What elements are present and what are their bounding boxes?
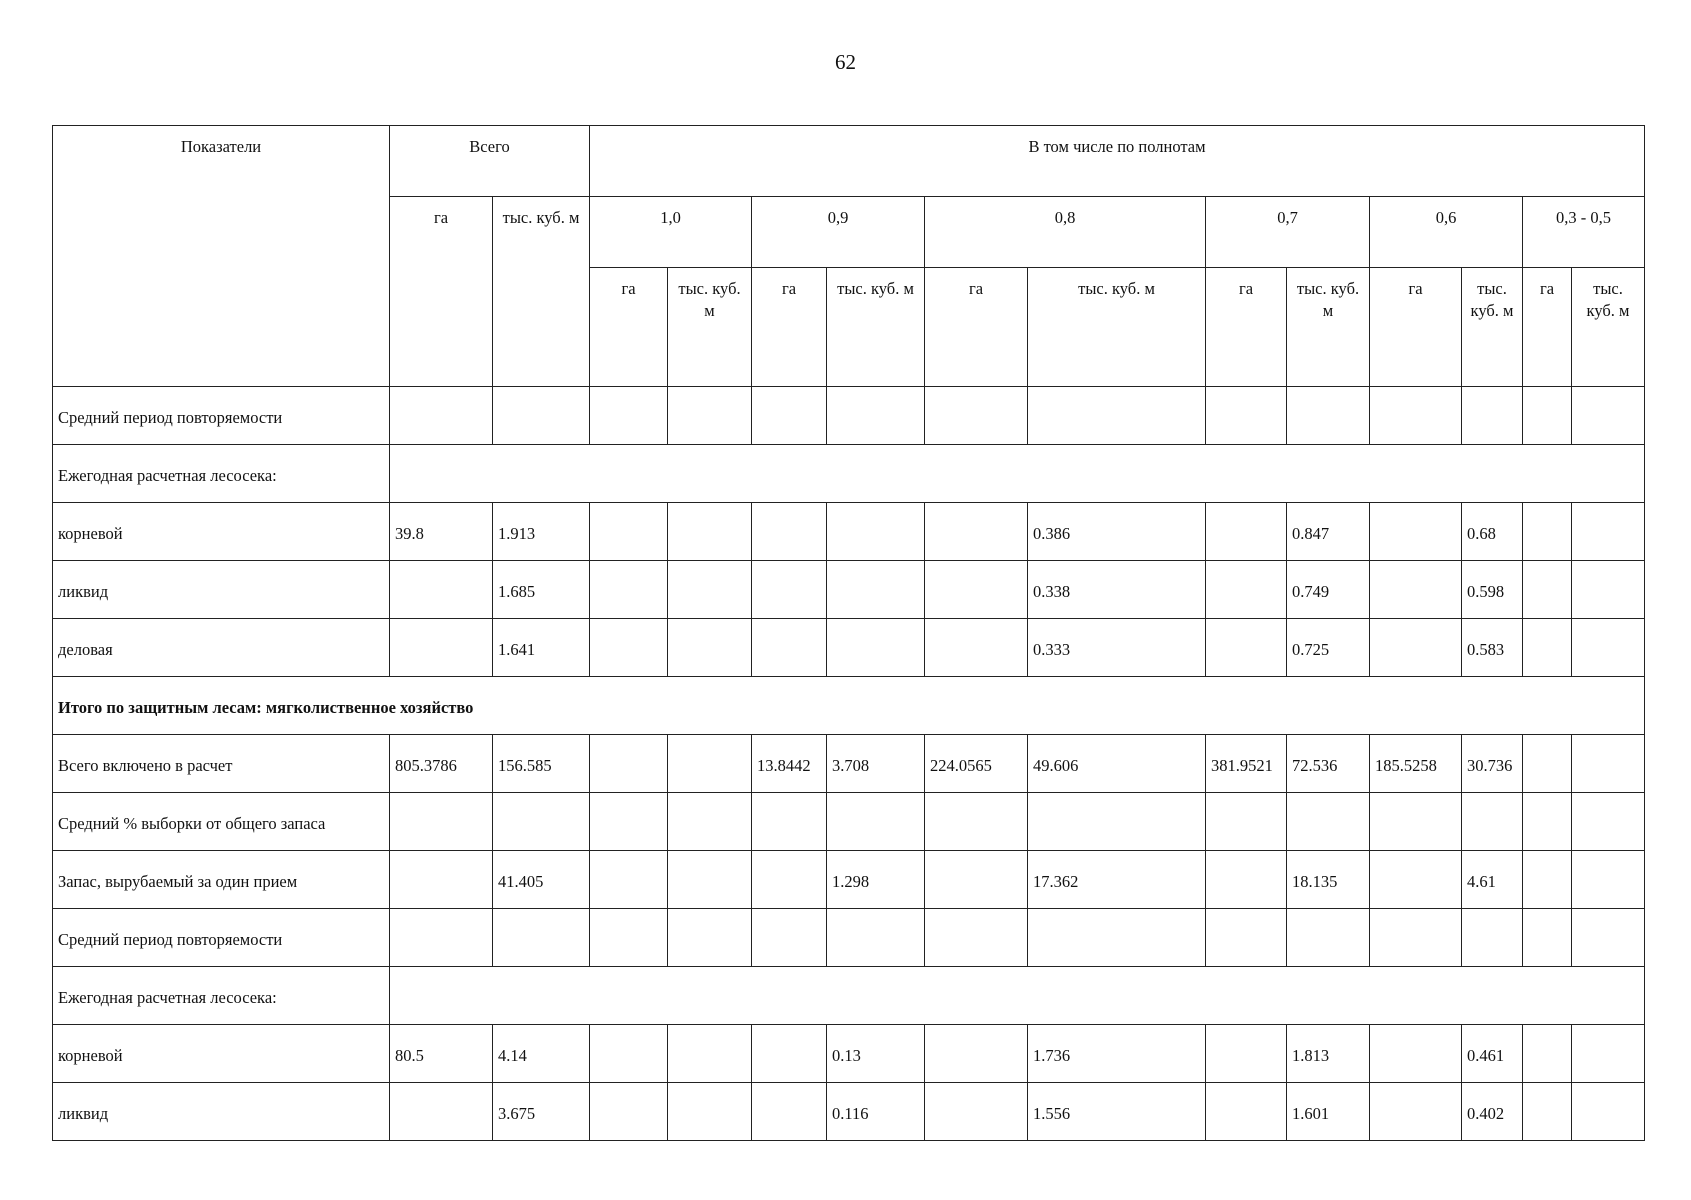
header-sub-ha: га (1206, 268, 1287, 387)
table-cell (668, 851, 752, 909)
table-cell (827, 793, 925, 851)
table-cell (1572, 909, 1645, 967)
table-cell (1370, 1083, 1462, 1141)
header-sub-m3: тыс. куб. м (1572, 268, 1645, 387)
table-cell (390, 619, 493, 677)
table-cell (1462, 793, 1523, 851)
table-cell (1523, 793, 1572, 851)
table-cell (925, 793, 1028, 851)
header-sub-m3: тыс. куб. м (1287, 268, 1370, 387)
table-cell (1028, 793, 1206, 851)
page-number: 62 (835, 50, 856, 74)
table-cell (1028, 909, 1206, 967)
table-cell: 381.9521 (1206, 735, 1287, 793)
table-cell: 0.333 (1028, 619, 1206, 677)
header-total-m3: тыс. куб. м (493, 197, 590, 387)
table-cell (1370, 561, 1462, 619)
table-cell: 0.338 (1028, 561, 1206, 619)
table-cell (590, 619, 668, 677)
table-cell (1370, 619, 1462, 677)
table-cell (1523, 387, 1572, 445)
table-cell (1370, 909, 1462, 967)
table-cell (1370, 1025, 1462, 1083)
row-label: ликвид (53, 561, 390, 619)
table-cell (590, 561, 668, 619)
table-cell: 80.5 (390, 1025, 493, 1083)
header-density-0-3-0-5: 0,3 - 0,5 (1523, 197, 1645, 268)
table-cell: 1.736 (1028, 1025, 1206, 1083)
table-cell (1523, 909, 1572, 967)
table-cell (668, 387, 752, 445)
table-cell (1206, 561, 1287, 619)
header-density-0-9: 0,9 (752, 197, 925, 268)
table-cell: 0.461 (1462, 1025, 1523, 1083)
header-sub-m3: тыс. куб. м (1462, 268, 1523, 387)
table-cell (1206, 1025, 1287, 1083)
table-cell (1523, 735, 1572, 793)
table-cell (752, 909, 827, 967)
table-cell (925, 387, 1028, 445)
table-cell: 0.116 (827, 1083, 925, 1141)
table-cell: 18.135 (1287, 851, 1370, 909)
header-density-0-6: 0,6 (1370, 197, 1523, 268)
table-cell: 49.606 (1028, 735, 1206, 793)
table-cell: 1.813 (1287, 1025, 1370, 1083)
row-label: Ежегодная расчетная лесосека: (53, 967, 390, 1025)
table-cell: 0.583 (1462, 619, 1523, 677)
table-cell (1287, 793, 1370, 851)
table-cell (1462, 387, 1523, 445)
row-label: корневой (53, 503, 390, 561)
table-cell (668, 1025, 752, 1083)
table-cell: 72.536 (1287, 735, 1370, 793)
table-cell (1370, 851, 1462, 909)
table-cell: 156.585 (493, 735, 590, 793)
table-cell: 0.749 (1287, 561, 1370, 619)
table-cell: 0.598 (1462, 561, 1523, 619)
section-title: Итого по защитным лесам: мягколиственное хозяйство (53, 677, 1645, 735)
table-cell (752, 793, 827, 851)
table-cell (827, 909, 925, 967)
row-label: деловая (53, 619, 390, 677)
table-cell (1523, 619, 1572, 677)
table-cell (752, 1083, 827, 1141)
table-cell: 39.8 (390, 503, 493, 561)
header-sub-m3: тыс. куб. м (1028, 268, 1206, 387)
header-sub-ha: га (925, 268, 1028, 387)
table-cell: 30.736 (1462, 735, 1523, 793)
table-row (53, 387, 1645, 445)
table-cell: 17.362 (1028, 851, 1206, 909)
table-cell (925, 851, 1028, 909)
table-row (53, 445, 1645, 503)
table-cell: 4.61 (1462, 851, 1523, 909)
table-cell (827, 387, 925, 445)
table-cell (925, 503, 1028, 561)
table-cell (752, 387, 827, 445)
header-sub-m3: тыс. куб. м (668, 268, 752, 387)
header-sub-ha: га (590, 268, 668, 387)
table-cell (925, 1025, 1028, 1083)
header-total: Всего (390, 126, 590, 197)
table-cell (827, 503, 925, 561)
table-cell (1523, 561, 1572, 619)
table-cell: 1.685 (493, 561, 590, 619)
table-cell: 3.708 (827, 735, 925, 793)
table-cell (752, 503, 827, 561)
table-body (53, 387, 1645, 1141)
table-cell: 1.601 (1287, 1083, 1370, 1141)
table-row (53, 851, 1645, 909)
table-cell (1370, 793, 1462, 851)
table-row (53, 561, 1645, 619)
table-cell (390, 387, 493, 445)
table-cell (1572, 1025, 1645, 1083)
table-cell (1028, 387, 1206, 445)
table-cell (827, 619, 925, 677)
table-cell (1572, 503, 1645, 561)
table-cell (1206, 387, 1287, 445)
table-row (53, 909, 1645, 967)
table-cell: 805.3786 (390, 735, 493, 793)
table-cell (1572, 793, 1645, 851)
table-cell (752, 619, 827, 677)
header-by-density: В том числе по полнотам (590, 126, 1645, 197)
table-cell: 1.641 (493, 619, 590, 677)
table-cell (390, 851, 493, 909)
header-density-0-8: 0,8 (925, 197, 1206, 268)
header-total-ha: га (390, 197, 493, 387)
row-label: Ежегодная расчетная лесосека: (53, 445, 390, 503)
table-cell (1370, 503, 1462, 561)
table-cell (1287, 387, 1370, 445)
table-cell (590, 851, 668, 909)
table-cell (925, 1083, 1028, 1141)
table-cell: 0.402 (1462, 1083, 1523, 1141)
table-cell (1523, 851, 1572, 909)
row-label: Средний период повторяемости (53, 909, 390, 967)
table-cell (925, 619, 1028, 677)
table-cell: 41.405 (493, 851, 590, 909)
table-cell: 0.68 (1462, 503, 1523, 561)
table-cell (590, 1083, 668, 1141)
table-cell (925, 561, 1028, 619)
table-cell (1462, 909, 1523, 967)
table-cell (390, 793, 493, 851)
table-cell (1206, 1083, 1287, 1141)
table-cell (590, 909, 668, 967)
table-cell (668, 1083, 752, 1141)
table-row (53, 793, 1645, 851)
table-cell: 185.5258 (1370, 735, 1462, 793)
table-cell: 224.0565 (925, 735, 1028, 793)
table-cell (390, 909, 493, 967)
table-cell: 0.847 (1287, 503, 1370, 561)
table-cell (752, 561, 827, 619)
table-cell (1370, 387, 1462, 445)
table-cell (1523, 1083, 1572, 1141)
table-cell (1206, 851, 1287, 909)
table-row (53, 967, 1645, 1025)
table-cell (493, 793, 590, 851)
row-label: ликвид (53, 1083, 390, 1141)
table-cell (390, 1083, 493, 1141)
table-cell (668, 793, 752, 851)
table-cell (668, 735, 752, 793)
table-cell (1523, 503, 1572, 561)
table-cell (590, 387, 668, 445)
row-label: Всего включено в расчет (53, 735, 390, 793)
table-cell (752, 851, 827, 909)
table-cell: 0.386 (1028, 503, 1206, 561)
merged-empty-cell (390, 445, 1645, 503)
table-cell: 1.556 (1028, 1083, 1206, 1141)
row-label: Средний период повторяемости (53, 387, 390, 445)
table-row (53, 1025, 1645, 1083)
table-cell: 3.675 (493, 1083, 590, 1141)
header-density-1-0: 1,0 (590, 197, 752, 268)
table-cell (590, 793, 668, 851)
table-row (53, 503, 1645, 561)
header-sub-ha: га (752, 268, 827, 387)
table-cell (1287, 909, 1370, 967)
table-cell (668, 503, 752, 561)
table-cell (493, 909, 590, 967)
row-label: корневой (53, 1025, 390, 1083)
table-cell (390, 561, 493, 619)
row-label: Средний % выборки от общего запаса (53, 793, 390, 851)
row-label: Запас, вырубаемый за один прием (53, 851, 390, 909)
table-cell: 0.725 (1287, 619, 1370, 677)
table-cell (668, 619, 752, 677)
table-cell (1206, 793, 1287, 851)
table-cell (668, 561, 752, 619)
table-cell: 4.14 (493, 1025, 590, 1083)
header-sub-ha: га (1370, 268, 1462, 387)
forest-table (52, 125, 1645, 1141)
table-cell (590, 735, 668, 793)
table-header (53, 126, 1645, 387)
table-cell (590, 1025, 668, 1083)
header-indicators: Показатели (53, 126, 390, 387)
table-cell (1206, 909, 1287, 967)
header-sub-ha: га (1523, 268, 1572, 387)
table-cell (1572, 851, 1645, 909)
table-cell (925, 909, 1028, 967)
table-cell (1572, 1083, 1645, 1141)
table-cell: 13.8442 (752, 735, 827, 793)
table-cell (1206, 619, 1287, 677)
table-cell (590, 503, 668, 561)
header-density-0-7: 0,7 (1206, 197, 1370, 268)
table-cell (1206, 503, 1287, 561)
table-cell: 1.913 (493, 503, 590, 561)
header-sub-m3: тыс. куб. м (827, 268, 925, 387)
merged-empty-cell (390, 967, 1645, 1025)
table-cell: 0.13 (827, 1025, 925, 1083)
table-cell (668, 909, 752, 967)
table-cell (1572, 561, 1645, 619)
table-cell (752, 1025, 827, 1083)
table-cell: 1.298 (827, 851, 925, 909)
table-cell (493, 387, 590, 445)
table-cell (1572, 619, 1645, 677)
table-row (53, 1083, 1645, 1141)
table-cell (1523, 1025, 1572, 1083)
table-cell (1572, 387, 1645, 445)
table-row (53, 619, 1645, 677)
table-cell (827, 561, 925, 619)
section-row (53, 677, 1645, 735)
table-cell (1572, 735, 1645, 793)
table-row (53, 735, 1645, 793)
